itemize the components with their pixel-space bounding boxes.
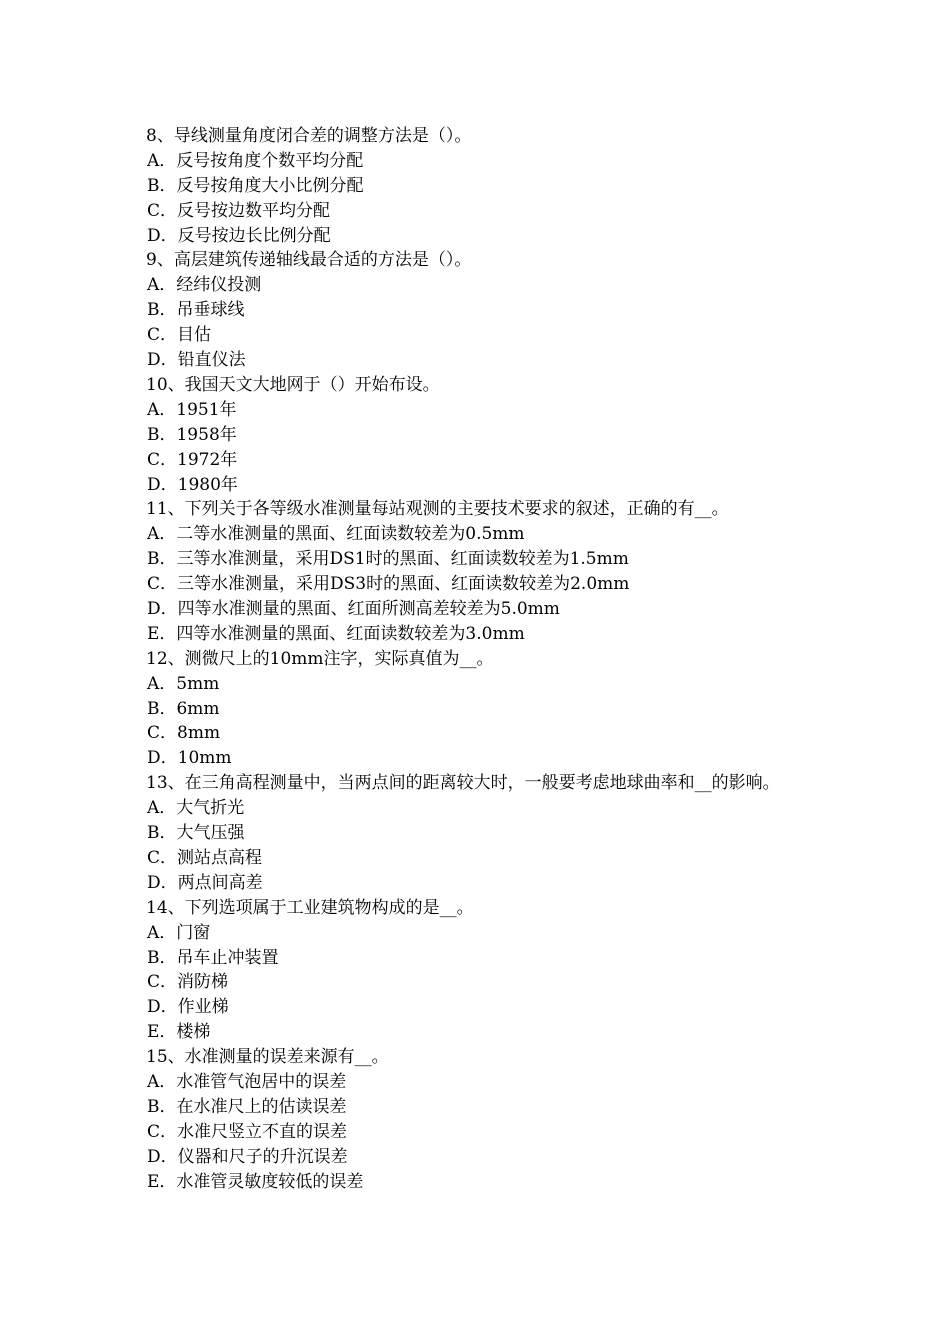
question-13 [146,771,826,895]
option-e: E．四等水准测量的黑面、红面读数较差为3.0mm [147,623,525,644]
question-9 [146,248,826,372]
option-d: D．10mm [147,748,232,769]
question-12 [146,647,826,771]
question-15 [146,1045,826,1194]
option-b: B．1958年 [147,424,237,445]
option-d: D．作业梯 [147,997,229,1018]
option-a: A．经纬仪投测 [147,275,262,296]
option-b: B．在水准尺上的估读误差 [147,1096,347,1117]
question-14 [146,896,826,1045]
option-a: A．大气折光 [147,798,245,819]
question-stem: 13、在三角高程测量中，当两点间的距离较大时，一般要考虑地球曲率和__的影响。 [146,773,780,794]
option-b: B．三等水准测量，采用DS1时的黑面、红面读数较差为1.5mm [147,549,629,570]
question-stem: 12、测微尺上的10mm注字，实际真值为__。 [146,648,494,669]
option-b: B．大气压强 [147,823,245,844]
question-10 [146,373,826,497]
question-11 [146,497,826,646]
option-c: C．反号按边数平均分配 [147,200,331,221]
question-stem: 15、水准测量的误差来源有__。 [146,1047,389,1068]
question-stem: 8、导线测量角度闭合差的调整方法是（）。 [146,126,472,146]
option-b: B．吊垂球线 [147,300,245,321]
option-c: C．测站点高程 [147,847,263,868]
option-a: A．反号按角度个数平均分配 [147,150,364,171]
option-c: C．水准尺竖立不直的误差 [147,1121,348,1142]
document-body [146,124,826,1194]
question-stem: 9、高层建筑传递轴线最合适的方法是（）。 [146,250,472,271]
question-8 [146,124,826,248]
option-a: A．二等水准测量的黑面、红面读数较差为0.5mm [147,524,525,545]
option-b: B．吊车止冲装置 [147,947,279,968]
question-stem: 10、我国天文大地网于（）开始布设。 [146,374,440,395]
question-stem: 14、下列选项属于工业建筑物构成的是__。 [146,897,474,918]
option-b: B．反号按角度大小比例分配 [147,175,364,196]
option-a: A．5mm [147,673,220,694]
option-e: E．楼梯 [147,1022,211,1043]
option-d: D．两点间高差 [147,872,263,893]
option-d: D．四等水准测量的黑面、红面所测高差较差为5.0mm [147,598,560,619]
option-d: D．仪器和尺子的升沉误差 [147,1146,348,1167]
option-a: A．水准管气泡居中的误差 [147,1071,347,1092]
option-e: E．水准管灵敏度较低的误差 [147,1171,364,1192]
option-c: C．8mm [147,723,221,744]
option-c: C．消防梯 [147,972,229,993]
option-c: C．1972年 [147,449,238,470]
option-c: C．三等水准测量，采用DS3时的黑面、红面读数较差为2.0mm [147,574,630,595]
option-c: C．目估 [147,325,212,346]
option-d: D．铅直仪法 [147,350,246,371]
option-d: D．反号按边长比例分配 [147,225,331,246]
question-stem: 11、下列关于各等级水准测量每站观测的主要技术要求的叙述，正确的有__。 [146,499,729,520]
option-a: A．1951年 [147,399,237,420]
option-a: A．门窗 [147,922,211,943]
option-b: B．6mm [147,698,220,719]
option-d: D．1980年 [147,474,238,495]
